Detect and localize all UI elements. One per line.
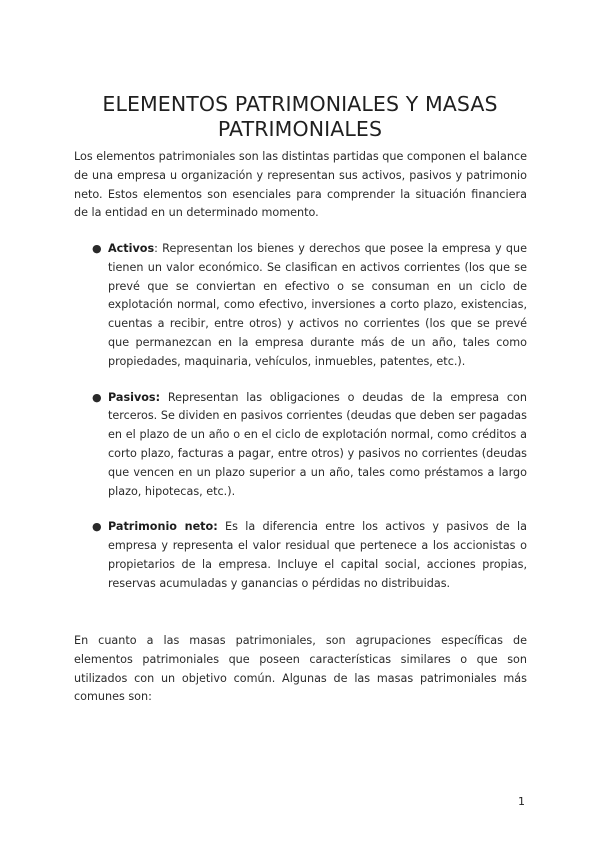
item-text-patrimonio-neto: Es la diferencia entre los activos y pasivos de la empresa y representa el valor residual que pertenece a los accionistas o propietarios de la empresa. Incluye el capital social, acciones propias, reservas acumuladas y ganancias o pérdidas no distribuidas. — [108, 520, 528, 590]
term-pasivos: Pasivos — [108, 390, 156, 404]
item-text-activos: Representan los bienes y derechos que posee la empresa y que tienen un valor económico. Se clasifican en activos corrientes (los que se prevé que se conviertan en efectivo o se consuman en un ciclo de explotación normal, como efectivo, inversiones a corto plazo, existencias, cuentas a recibir, entre otros) y activos no corrientes (los que se prevé que permanezcan en la empresa durante más de un año, tales como propiedades, maquinaria, vehículos, inmuebles, patentes, etc.). — [108, 242, 527, 368]
term-separator: : — [213, 520, 218, 534]
term-separator: : — [155, 390, 161, 404]
list-item-pasivos — [92, 389, 527, 502]
list-item-activos — [92, 240, 527, 372]
bullet-icon: ● — [92, 242, 102, 255]
term-activos: Activos — [108, 242, 155, 255]
bullet-icon: ● — [92, 520, 102, 534]
term-separator: : — [154, 242, 158, 255]
bullet-icon: ● — [92, 390, 102, 404]
list-item-patrimonio-neto — [92, 518, 527, 593]
item-text-pasivos: Representan las obligaciones o deudas de la empresa con terceros. Se dividen en pasivos corrientes (deudas que deben ser pagadas en el plazo de un año o en el ciclo de explotación normal, como créditos a corto plazo, facturas a pagar, entre otros) y pasivos no corrientes (deudas que vencen en un plazo superior a un año, tales como préstamos a largo plazo, hipotecas, etc.). — [108, 390, 527, 498]
term-patrimonio-neto: Patrimonio neto — [108, 520, 214, 534]
closing-paragraph: En cuanto a las masas patrimoniales, son agrupaciones específicas de elementos patrimoniales que poseen características similares o que son utilizados con un objetivo común. Algunas de las masas patrimoniales más comunes son: — [74, 634, 527, 704]
page-number: 1 — [518, 795, 525, 808]
intro-paragraph: Los elementos patrimoniales son las distintas partidas que componen el balance de una empresa u organización y representan sus activos, pasivos y patrimonio neto. Estos elementos son esenciales para comprender la situación financiera de la entidad en un determinado momento. — [74, 150, 527, 220]
page-title: ELEMENTOS PATRIMONIALES Y MASAS PATRIMONIALES — [102, 92, 498, 141]
elements-list — [92, 240, 527, 594]
